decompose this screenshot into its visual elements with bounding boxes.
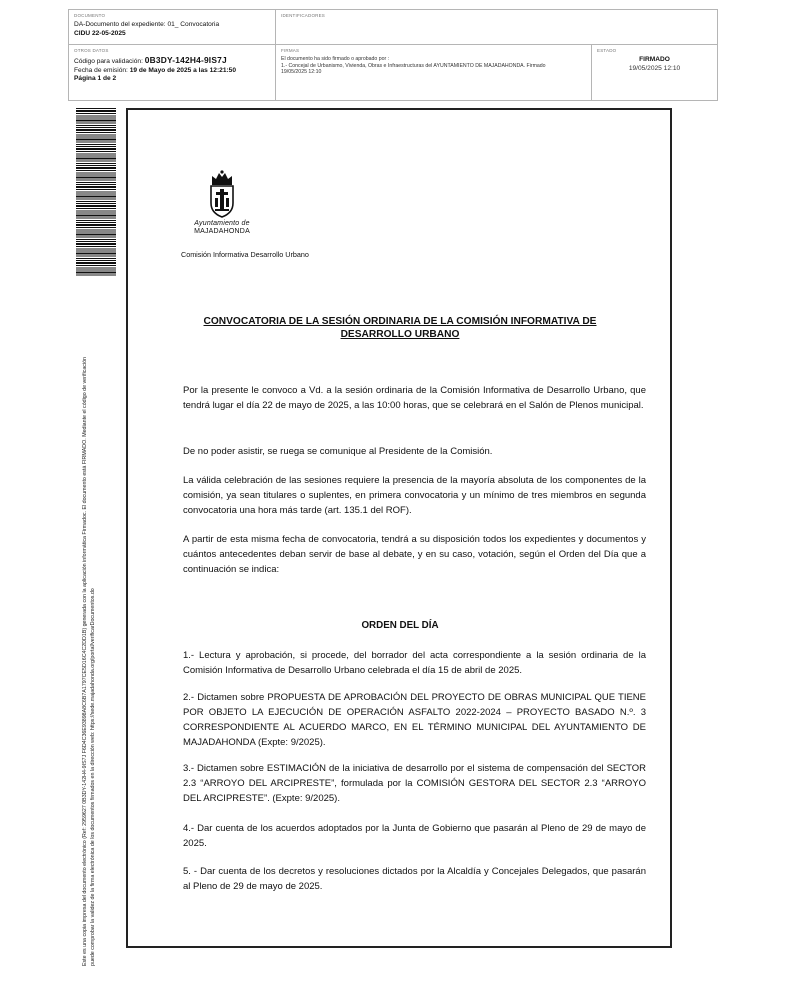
paragraph-documents: A partir de esta misma fecha de convocatoria, tendrá a su disposición todos los expedientes y documentos y cuántos antecedentes deban servir de base al debate, y en su caso, votación, según el Orden del Día que a continuación se indica: xyxy=(183,534,646,575)
estado-date: 19/05/2025 12:10 xyxy=(628,64,681,72)
document-metadata-header xyxy=(68,9,718,101)
firma-date: 19/05/2025 12:10 xyxy=(281,69,322,76)
documento-name: DA-Documento del expediente: 01_ Convocatoria xyxy=(74,21,220,28)
page-indicator: Página 1 de 2 xyxy=(74,75,117,83)
document-title xyxy=(178,315,622,341)
firmas-label: FIRMAS xyxy=(281,48,300,53)
otros-datos-label: OTROS DATOS xyxy=(74,48,109,53)
firmas-intro: El documento ha sido firmado o aprobado por : xyxy=(281,56,390,62)
logo-text-line2: MAJADAHONDA xyxy=(194,227,250,235)
documento-code: CIDU 22-05-2025 xyxy=(74,29,126,37)
estado-value: FIRMADO xyxy=(639,56,670,63)
paragraph-quorum: La válida celebración de las sesiones requiere la presencia de la mayoría absoluta de los componentes de la comisión, ya sean titulares o suplentes, en primera convocatoria y un mínimo de tres miembros en segunda convocatoria una hora más tarde (art. 135.1 del ROF). xyxy=(183,475,646,516)
barcode-icon xyxy=(76,108,116,276)
verification-legend-line1: Este es una copia impresa del documento electrónico (Ref: 2959627 0B3DY-142H4-9IS7J F6D4C36E93898A8C6B7A1797CE5D16C4C2DD1B) generada con la aplicación informática Firmadoc. El documento está FIRMADO. Mediante el código de verificación xyxy=(82,357,88,966)
validation-code xyxy=(74,56,270,67)
document-title-line1: CONVOCATORIA DE LA SESIÓN ORDINARIA DE LA COMISIÓN INFORMATIVA DE xyxy=(203,316,597,327)
verification-legend-line2: puede comprobar la validez de la firma electrónica de los documentos firmados en la dirección web: https://sede.majadahonda.org/portal/verificarDocumentos.do xyxy=(90,588,97,966)
paragraph-convocation: Por la presente le convoco a Vd. a la sesión ordinaria de la Comisión Informativa de Desarrollo Urbano, que tendrá lugar el día 22 de mayo de 2025, a las 10:00 horas, que se celebrará en el Salón de Plenos municipal. xyxy=(183,385,646,411)
document-title-line2: DESARROLLO URBANO xyxy=(340,329,460,340)
department-name: Comisión Informativa Desarrollo Urbano xyxy=(181,250,309,259)
orden-del-dia-heading: ORDEN DEL DÍA xyxy=(361,620,439,631)
emission-date-value: 19 de Mayo de 2025 a las 12:21:50 xyxy=(129,66,237,74)
documento-label: DOCUMENTO xyxy=(74,13,106,18)
agenda-item-2: 2.- Dictamen sobre PROPUESTA DE APROBACIÓN DEL PROYECTO DE OBRAS MUNICIPAL QUE TIENE POR OBJETO LA EJECUCIÓN DE OPERACIÓN ASFALTO 2022-2024 – PROYECTO BASADO N.º. 3 CORRESPONDIENTE AL ACUERDO MARCO, EN EL TÉRMINO MUNICIPAL DEL AYUNTAMIENTO DE MAJADAHONDA (Expte: 9/2025). xyxy=(183,692,646,748)
emission-date-prefix: Fecha de emisión: xyxy=(74,66,130,74)
logo-text-line1: Ayuntamiento de xyxy=(194,220,250,227)
firmas-cell xyxy=(276,45,592,100)
validation-code-prefix: Código para validación: xyxy=(74,58,145,65)
identificadores-label: IDENTIFICADORES xyxy=(281,13,326,18)
paragraph-absence: De no poder asistir, se ruega se comunique al Presidente de la Comisión. xyxy=(183,446,493,457)
estado-cell xyxy=(592,45,717,100)
identificadores-cell xyxy=(276,10,717,45)
municipal-logo xyxy=(186,170,258,236)
agenda-item-5: 5. - Dar cuenta de los decretos y resoluciones dictados por la Alcaldía y Concejales Delegados, que pasarán al Pleno de 29 de mayo de 2025. xyxy=(183,866,646,892)
estado-label: ESTADO xyxy=(597,48,617,53)
otros-datos-cell xyxy=(69,45,276,100)
agenda-item-4: 4.- Dar cuenta de los acuerdos adoptados por la Junta de Gobierno que pasarán al Pleno de 29 de mayo de 2025. xyxy=(183,823,646,849)
coat-of-arms-icon xyxy=(207,170,237,218)
firmante: 1.- Concejal de Urbanismo, Vivienda, Obras e Infraestructuras del AYUNTAMIENTO DE MAJADAHONDA. Firmado xyxy=(281,62,546,69)
emission-date xyxy=(74,67,270,76)
verification-legend xyxy=(81,282,113,966)
validation-code-value: 0B3DY-142H4-9IS7J xyxy=(144,55,227,65)
document-page xyxy=(126,108,672,948)
documento-cell xyxy=(69,10,276,45)
agenda-item-3: 3.- Dictamen sobre ESTIMACIÓN de la iniciativa de desarrollo por el sistema de compensación del SECTOR 2.3 “ARROYO DEL ARCIPRESTE”, formulada por la COMISIÓN GESTORA DEL SECTOR 2.3 “ARROYO DEL ARCIPRESTE”. (Expte: 9/2025). xyxy=(183,763,646,804)
agenda-item-1: 1.- Lectura y aprobación, si procede, del borrador del acta correspondiente a la sesión ordinaria de la Comisión Informativa de Desarrollo Urbano celebrada el día 15 de abril de 2025. xyxy=(183,650,646,676)
